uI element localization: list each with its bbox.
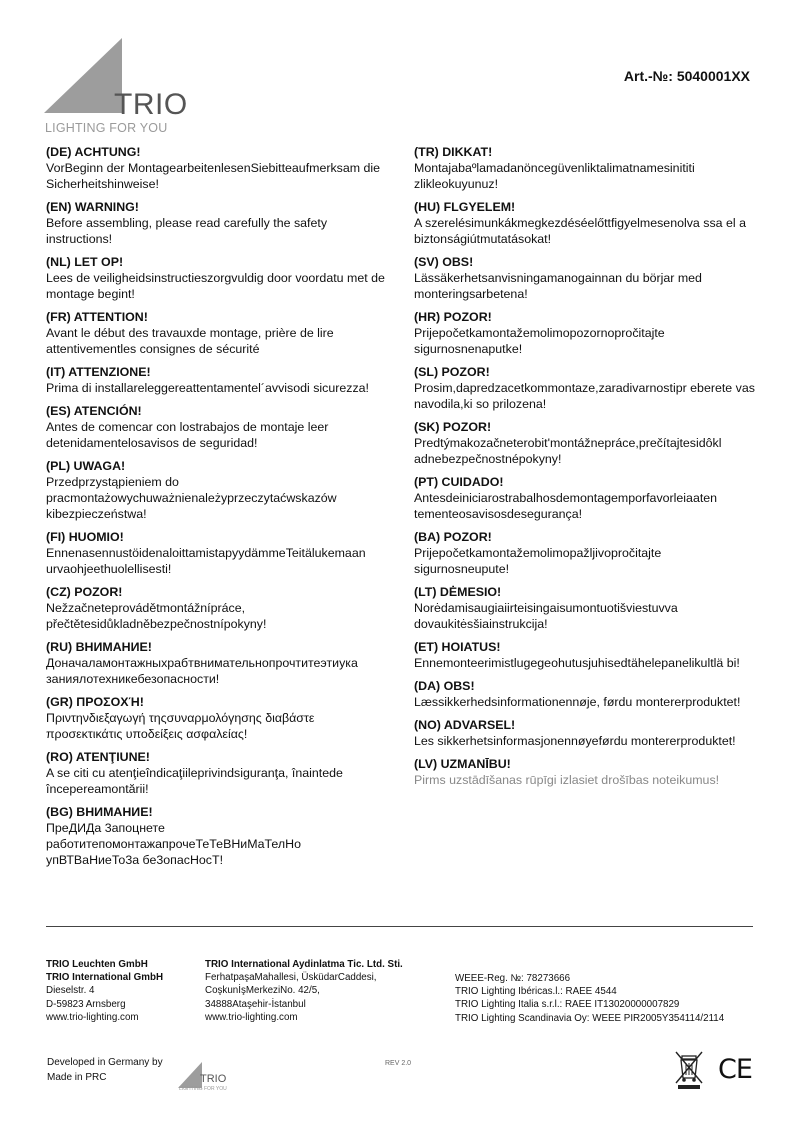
- warning-title: (SV) OBS!: [414, 255, 474, 269]
- warning-bg: [46, 804, 391, 868]
- warning-pl: [46, 458, 391, 522]
- warning-title: (TR) DIKKAT!: [414, 145, 493, 159]
- warning-title: (GR) ΠΡΟΣΟΧΉ!: [46, 695, 144, 709]
- warning-text: Norėdamisaugiaiirteisingaisumontuotišviestuvva dovaukitėsšiainstrukcija!: [414, 601, 678, 631]
- address-city: D-59823 Arnsberg: [46, 998, 126, 1010]
- warning-hu: [414, 199, 759, 247]
- warning-ro: [46, 749, 391, 797]
- warning-text: Prosim,dapredzacetkommontaze,zaradivarnostipr eberete vas navodila,ki so prilozena!: [414, 381, 755, 411]
- warning-text: Πριντηνδιεξαγωγή τηςσυναρμολόγησης διαβάστε προσεκτικάτις υποδείξεις ασφαλείας!: [46, 711, 315, 741]
- warning-title: (PT) CUIDADO!: [414, 475, 504, 489]
- warning-tr: [414, 144, 759, 192]
- warning-no: [414, 717, 759, 749]
- address-line: FerhatpaşaMahallesi, ÜsküdarCaddesi,: [205, 972, 377, 984]
- warning-title: (HU) FLGYELEM!: [414, 200, 516, 214]
- company-name: TRIO International Aydinlatma Tic. Ltd. Sti.: [205, 959, 403, 970]
- footer-divider: [46, 926, 753, 927]
- trio-logo: [44, 38, 188, 138]
- warning-fi: [46, 529, 391, 577]
- warning-title: (BG) ВНИМАНИЕ!: [46, 805, 153, 819]
- warning-text: ПреДИДа 3апоцнете работитепомонтажапрочеТеТеВНиМаТелНо упВТВаНиеТо3а бе3опасНосТ!: [46, 821, 301, 867]
- warning-title: (ES) ATENCIÓN!: [46, 404, 142, 418]
- weee-crossed-bin-icon: [674, 1050, 704, 1090]
- warnings-right-column: [414, 144, 759, 852]
- address-line: 34888Ataşehir-İstanbul: [205, 998, 306, 1010]
- warning-pt: [414, 474, 759, 522]
- address-trio-leuchten: [46, 958, 163, 1024]
- warning-title: (EN) WARNING!: [46, 200, 139, 214]
- warning-text: Prijepočetkamontažemolimopažljivopročitajte sigurnosneupute!: [414, 546, 662, 576]
- warning-gr: [46, 694, 391, 742]
- warning-sk: [414, 419, 759, 467]
- warning-text: Predtýmakozačneterobit'montážnepráce,prečítajtesidôkl adnebezpečnostnépokyny!: [414, 436, 722, 466]
- weee-line: WEEE-Reg. №: 78273666: [455, 973, 571, 984]
- warning-title: (BA) POZOR!: [414, 530, 492, 544]
- logo-brand-name: TRIO: [200, 1073, 227, 1085]
- warning-text: EnnenasennustöidenaloittamistapyydämmeTeitälukemaan urvaohjeethuolellisesti!: [46, 546, 366, 576]
- warning-text: A szerelésimunkákmegkezdéséelőttfigyelmesenolva ssa el a biztonságiútmutatásokat!: [414, 216, 746, 246]
- warning-title: (LV) UZMANĪBU!: [414, 757, 511, 771]
- warning-text: VorBeginn der MontagearbeitenlesenSiebitteaufmerksam die Sicherheitshinweise!: [46, 161, 381, 191]
- warning-et: [414, 639, 759, 671]
- weee-line: TRIO Lighting Scandinavia Oy: WEEE PIR2005Y354114/2114: [455, 1012, 725, 1024]
- warning-sl: [414, 364, 759, 412]
- developed-in: Developed in Germany by: [47, 1057, 163, 1068]
- warning-fr: [46, 309, 391, 357]
- warning-text: Prijepočetkamontažemolimopozornopročitajte sigurnosnenaputke!: [414, 326, 665, 356]
- warning-title: (FR) ATTENTION!: [46, 310, 148, 324]
- warning-text: Доначаламонтажныхрабтвнимательнопрочтитеэтиука заниялотехникебезопасности!: [46, 656, 358, 686]
- warning-text: Montajabaºlamadanöncegüvenliktalimatnamesinititi zlikleokuyunuz!: [414, 161, 695, 191]
- warning-lv: [414, 756, 759, 788]
- warning-title: (HR) POZOR!: [414, 310, 492, 324]
- warning-title: (PL) UWAGA!: [46, 459, 126, 473]
- trio-logo-small: [176, 1060, 226, 1094]
- warning-ru: [46, 639, 391, 687]
- revision-label: REV 2.0: [385, 1060, 412, 1066]
- warning-es: [46, 403, 391, 451]
- warning-cz: [46, 584, 391, 632]
- warnings-left-column: [46, 144, 391, 875]
- company-name: TRIO Leuchten GmbH: [46, 959, 148, 970]
- website-link[interactable]: www.trio-lighting.com: [205, 1011, 298, 1023]
- warning-text: Before assembling, please read carefully the safety instructions!: [46, 216, 328, 246]
- warning-de: [46, 144, 391, 192]
- warning-text: Lässäkerhetsanvisningamanogainnan du börjar med monteringsarbetena!: [414, 271, 702, 301]
- warning-title: (NO) ADVARSEL!: [414, 718, 516, 732]
- weee-line: TRIO Lighting Ibéricas.l.: RAEE 4544: [455, 986, 617, 998]
- weee-line: TRIO Lighting Italia s.r.l.: RAEE IT13020000007829: [455, 999, 680, 1011]
- company-name: TRIO International GmbH: [46, 972, 164, 984]
- logo-tagline: LIGHTING FOR YOU: [179, 1086, 227, 1092]
- logo-triangle-icon: [44, 38, 124, 118]
- address-trio-international-turkey: [205, 958, 403, 1024]
- weee-registrations: [455, 972, 755, 1025]
- warning-sv: [414, 254, 759, 302]
- warning-title: (CZ) POZOR!: [46, 585, 123, 599]
- warning-lt: [414, 584, 759, 632]
- article-number: Art.-№: 5040001XX: [623, 68, 750, 84]
- warning-text: Przedprzystąpieniem do pracmontażowychuważnienależyprzeczytaćwskazów kibezpieczeństwa!: [46, 475, 337, 521]
- warning-ba: [414, 529, 759, 577]
- website-link[interactable]: www.trio-lighting.com: [46, 1011, 139, 1023]
- warning-text: Pirms uzstādīšanas rūpīgi izlasiet drošības noteikumus!: [414, 773, 720, 787]
- warning-text: Nežzačneteprovádětmontážnípráce, přečtětesidůkladněbezpečnostnípokyny!: [46, 601, 267, 631]
- ce-mark: CE: [718, 1054, 752, 1085]
- warning-title: (RO) ATENŢIUNE!: [46, 750, 150, 764]
- warning-da: [414, 678, 759, 710]
- warning-title: (SL) POZOR!: [414, 365, 490, 379]
- warning-text: Antesdeiniciarostrabalhosdemontagemporfavorleiaaten tementeosavisosdesegurança!: [414, 491, 718, 521]
- warning-nl: [46, 254, 391, 302]
- warning-text: Prima di installareleggereattentamentel´avvisodi sicurezza!: [46, 381, 369, 395]
- warning-en: [46, 199, 391, 247]
- warning-it: [46, 364, 391, 396]
- warning-title: (RU) ВНИМАНИЕ!: [46, 640, 152, 654]
- made-in: Made in PRC: [47, 1071, 107, 1083]
- warning-hr: [414, 309, 759, 357]
- warning-text: Avant le début des travauxde montage, prière de lire attentivementles consignes de sécurité: [46, 326, 334, 356]
- warning-text: Les sikkerhetsinformasjonennøyeførdu montererproduktet!: [414, 734, 736, 748]
- warning-title: (DE) ACHTUNG!: [46, 145, 141, 159]
- warning-text: Læssikkerhedsinformationennøje, førdu montererproduktet!: [414, 695, 741, 709]
- warning-text: Antes de comencar con lostrabajos de montaje leer detenidamentelosavisos de seguridad!: [46, 420, 329, 450]
- origin-info: [47, 1056, 163, 1085]
- warning-text: Lees de veiligheidsinstructieszorgvuldig door voordatu met de montage begint!: [46, 271, 385, 301]
- address-street: Dieselstr. 4: [46, 985, 95, 997]
- warning-title: (ET) HOIATUS!: [414, 640, 501, 654]
- warning-title: (FI) HUOMIO!: [46, 530, 124, 544]
- warning-title: (DA) OBS!: [414, 679, 475, 693]
- warning-title: (LT) DĖMESIO!: [414, 585, 502, 599]
- warning-title: (IT) ATTENZIONE!: [46, 365, 151, 379]
- warning-title: (NL) LET OP!: [46, 255, 124, 269]
- warning-text: Ennemonteerimistlugegeohutusjuhisedtähelepanelikultlä bi!: [414, 656, 740, 670]
- logo-tagline: LIGHTING FOR YOU: [45, 121, 168, 135]
- logo-brand-name: TRIO: [114, 88, 188, 121]
- address-line: CoşkunİşMerkeziNo. 42/5,: [205, 985, 320, 997]
- warning-text: A se citi cu atenţieîndicaţiileprivindsiguranţa, înaintede începereamontării!: [46, 766, 343, 796]
- warning-title: (SK) POZOR!: [414, 420, 492, 434]
